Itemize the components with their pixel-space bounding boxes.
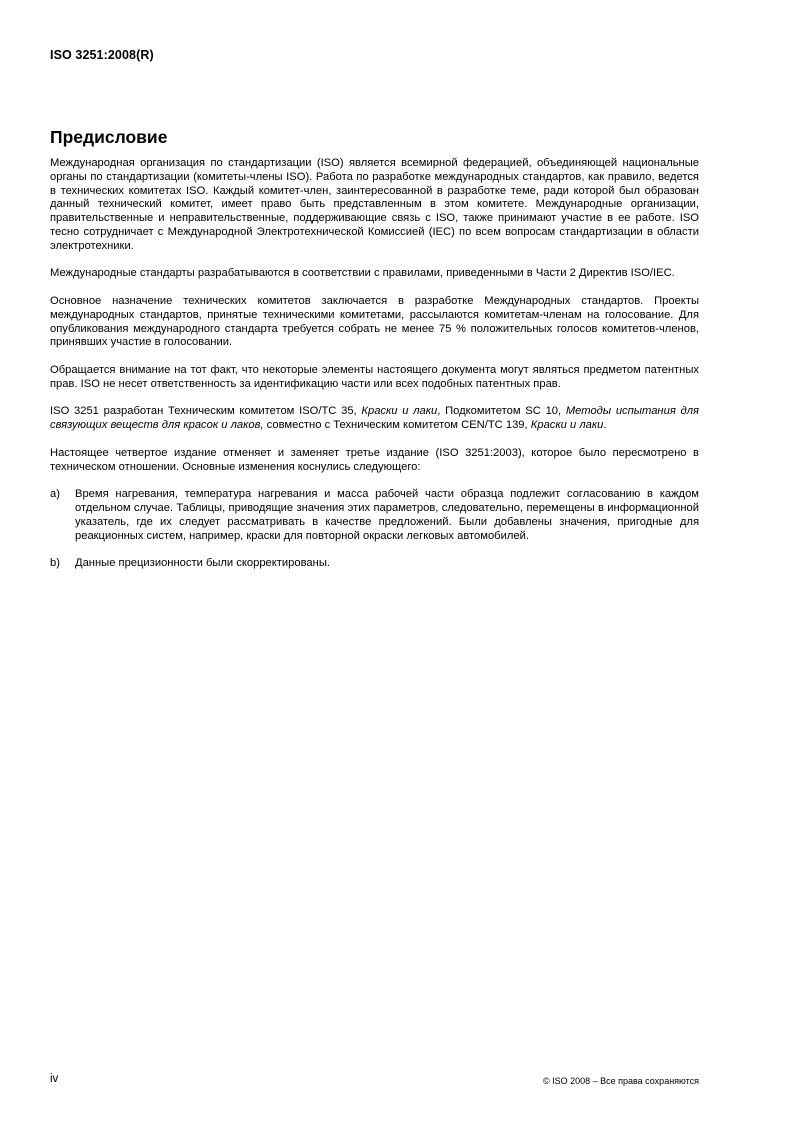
- prepared-by-text: ISO 3251 разработан Техническим комитетом ISO/TC 35,: [50, 405, 362, 418]
- list-item-text: Время нагревания, температура нагревания и масса рабочей части образца подлежит согласованию в каждом отдельном случае. Таблицы, приводящие значения этих параметров, следовательно, перемещены в информационной указатель, где их следует рассматривать в качестве предложений. Были добавлены значения, пригодные для реакционных систем, например, краски для повторной окраски легковых автомобилей.: [75, 488, 699, 542]
- list-item-text: Данные прецизионности были скорректированы.: [75, 557, 330, 570]
- prepared-by-text: , Подкомитетом SC 10,: [437, 405, 566, 418]
- paragraph-patent-rights: Обращается внимание на тот факт, что некоторые элементы настоящего документа могут являться предметом патентных прав. ISO не несет ответственность за идентификацию части или всех подобных патентных прав.: [50, 363, 699, 390]
- paragraph-directives: Международные стандарты разрабатываются в соответствии с правилами, приведенными в Части 2 Директив ISO/IEC.: [50, 267, 675, 280]
- page-number: iv: [50, 1073, 59, 1085]
- copyright-notice: © ISO 2008 – Все права сохраняются: [542, 1076, 699, 1086]
- paragraph-prepared-by: [50, 405, 699, 433]
- document-id-header: ISO 3251:2008(R): [50, 48, 154, 62]
- list-item: [50, 488, 699, 543]
- list-marker: b): [50, 557, 60, 570]
- foreword-body: [50, 157, 699, 585]
- paragraph-edition: Настоящее четвертое издание отменяет и заменяет третье издание (ISO 3251:2003), которое было пересмотрено в техническом отношении. Основные изменения коснулись следующего:: [50, 446, 699, 473]
- committee-title-paints: Краски и лаки: [361, 405, 438, 418]
- prepared-by-text: совместно с Техническим комитетом CEN/TC 139,: [263, 419, 531, 432]
- list-marker: a): [50, 488, 60, 501]
- prepared-by-text: .: [603, 419, 607, 432]
- cen-committee-title: Краски и лаки: [530, 419, 604, 432]
- paragraph-committees: Основное назначение технических комитетов заключается в разработке Международных стандартов. Проекты международных стандартов, принятые техническими комитетами, рассылаются комитетам-членам на голосование. Для опубликования международного стандарта требуется собрать не менее 75 % положительных голосов комитетов-членов, принявших участие в голосовании.: [50, 294, 699, 349]
- paragraph-iso-organization: Международная организация по стандартизации (ISO) является всемирной федерацией, объединяющей национальные органы по стандартизации (комитеты-члены ISO). Работа по разработке международных стандартов, как правило, ведется в технических комитетах ISO. Каждый комитет-член, заинтересованной в разработке теме, ради которой был образован данный технический комитет, имеет право быть представленным в этом комитете. Международные организации, правительственные и неправительственные, поддерживающие связь с ISO, также принимают участие в ее работе. ISO тесно сотрудничает с Международной Электротехнической Комиссией (IEC) по всем вопросам стандартизации в области электротехники.: [50, 157, 699, 252]
- page-title: Предисловие: [50, 127, 168, 147]
- list-item: [50, 557, 699, 571]
- subcommittee-title: Методы испытания для связующих веществ для красок и лаков,: [50, 405, 699, 432]
